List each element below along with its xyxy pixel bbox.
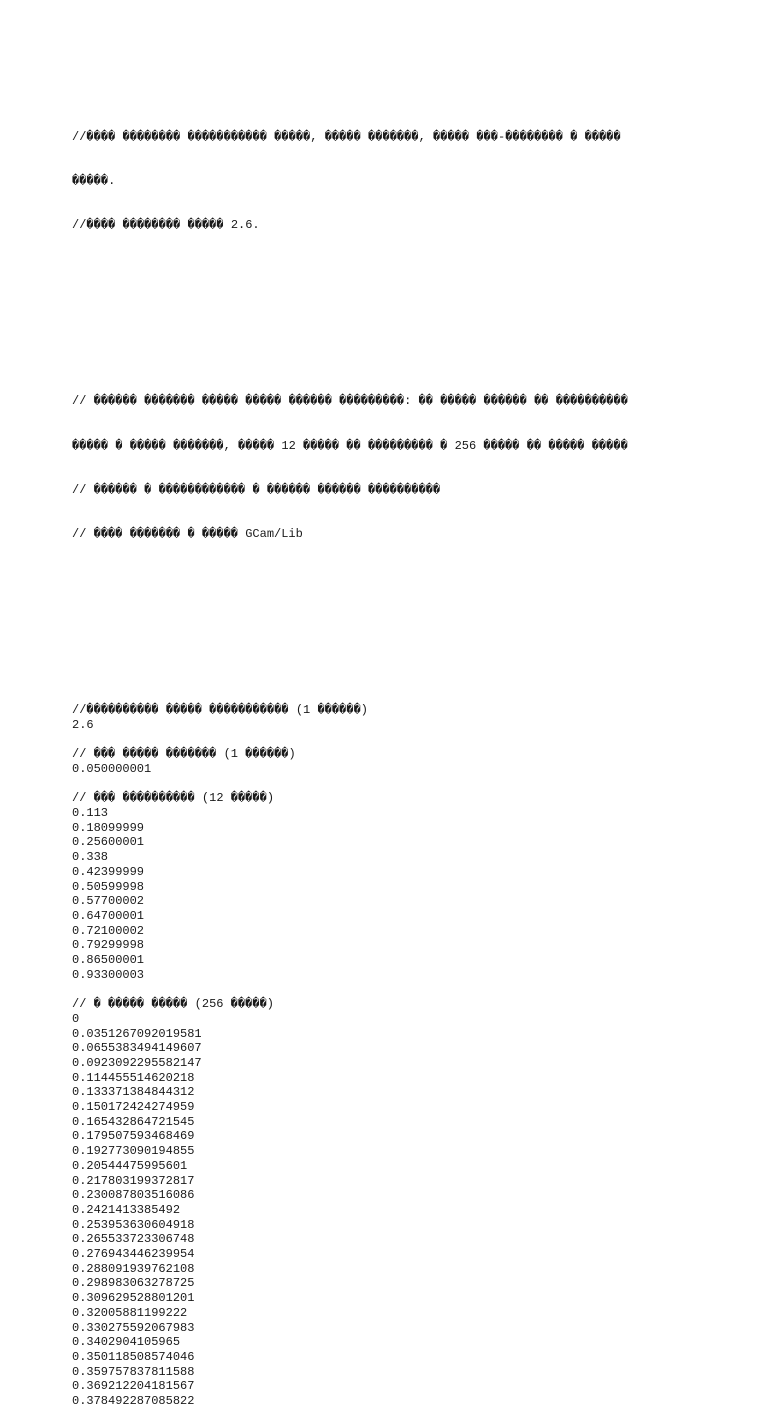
value-section (72, 747, 692, 776)
value-line: 0.42399999 (72, 864, 145, 879)
header-comment-line: �����. (72, 173, 116, 188)
document-page (72, 71, 692, 1424)
value-line: 2.6 (72, 717, 94, 732)
value-sections (72, 703, 692, 1409)
value-section (72, 703, 692, 732)
value-line: 0.309629528801201 (72, 1291, 195, 1306)
value-line: 0 (72, 1011, 80, 1026)
value-line: 0.86500001 (72, 953, 145, 968)
value-line: 0.79299998 (72, 938, 145, 953)
value-line: 0.150172424274959 (72, 1100, 195, 1115)
value-line: 0.298983063278725 (72, 1276, 195, 1291)
value-line: 0.288091939762108 (72, 1261, 195, 1276)
value-line: 0.0923092295582147 (72, 1055, 202, 1070)
description-comment-block (72, 365, 692, 571)
value-line: 0.165432864721545 (72, 1114, 195, 1129)
value-line: 0.330275592067983 (72, 1320, 195, 1335)
value-line: 0.20544475995601 (72, 1158, 188, 1173)
value-line: 0.32005881199222 (72, 1305, 188, 1320)
value-line: 0.0351267092019581 (72, 1026, 202, 1041)
header-comment-block (72, 100, 692, 262)
section-header-comment: //���������� ����� ����������� (1 ������) (72, 703, 368, 718)
section-header-comment: // ��� ���������� (12 �����) (72, 791, 275, 806)
value-line: 0.253953630604918 (72, 1217, 195, 1232)
description-comment-line: // ���� ������� � ����� GCam/Lib (72, 526, 303, 541)
value-line: 0.369212204181567 (72, 1379, 195, 1394)
value-line: 0.93300003 (72, 967, 145, 982)
spacer (72, 982, 692, 997)
value-line: 0.18099999 (72, 820, 145, 835)
value-line: 0.3402904105965 (72, 1335, 181, 1350)
value-line: 0.64700001 (72, 908, 145, 923)
spacer (72, 615, 692, 659)
value-line: 0.378492287085822 (72, 1394, 195, 1409)
value-line: 0.276943446239954 (72, 1247, 195, 1262)
section-header-comment: // � ����� ����� (256 �����) (72, 997, 275, 1012)
value-line: 0.72100002 (72, 923, 145, 938)
value-line: 0.338 (72, 850, 109, 865)
spacer (72, 777, 692, 792)
value-line: 0.50599998 (72, 879, 145, 894)
value-line: 0.57700002 (72, 894, 145, 909)
value-line: 0.350118508574046 (72, 1350, 195, 1364)
value-line: 0.114455514620218 (72, 1070, 195, 1085)
section-header-comment: // ��� ����� ������� (1 ������) (72, 747, 296, 762)
value-section (72, 997, 692, 1409)
value-line: 0.359757837811588 (72, 1364, 195, 1379)
header-comment-line: //���� �������� ����������� �����, ����� �������, ����� ���-�������� � ����� (72, 129, 621, 144)
value-line: 0.0655383494149607 (72, 1041, 202, 1056)
value-line: 0.192773090194855 (72, 1144, 195, 1159)
value-line: 0.230087803516086 (72, 1188, 195, 1203)
value-line: 0.113 (72, 806, 109, 820)
value-section (72, 791, 692, 982)
value-line: 0.217803199372817 (72, 1173, 195, 1188)
value-line: 0.2421413385492 (72, 1202, 181, 1217)
description-comment-line: // ������ ������� ����� ����� ������ ���������: �� ����� ������ �� ���������� (72, 394, 628, 409)
description-comment-line: ����� � ����� �������, ����� 12 ����� �� ��������� � 256 ����� �� ����� ����� (72, 438, 628, 453)
value-line: 0.265533723306748 (72, 1232, 195, 1247)
spacer (72, 306, 692, 321)
value-line: 0.179507593468469 (72, 1129, 195, 1144)
spacer (72, 733, 692, 748)
header-comment-line: //���� �������� ����� 2.6. (72, 218, 260, 233)
value-line: 0.133371384844312 (72, 1085, 195, 1100)
value-line: 0.25600001 (72, 835, 145, 850)
description-comment-line: // ������ � ������������ � ������ ������ ���������� (72, 482, 441, 497)
value-line: 0.050000001 (72, 761, 152, 776)
